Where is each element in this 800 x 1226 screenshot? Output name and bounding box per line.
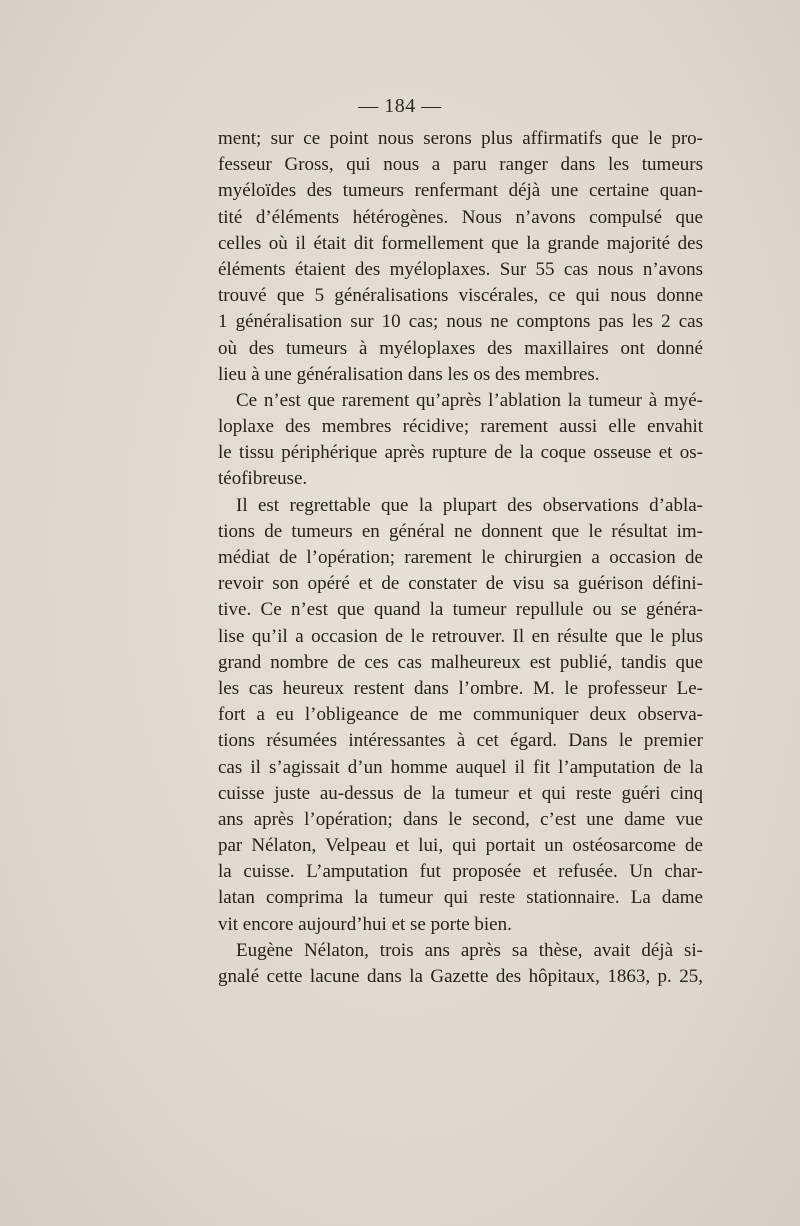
text-line: fort a eu l’obligeance de me communiquer deux observa-: [218, 704, 703, 726]
text-line: tive. Ce n’est que quand la tumeur repullule ou se généra-: [218, 599, 703, 621]
text-line: trouvé que 5 généralisations viscérales, ce qui nous donne: [218, 285, 703, 307]
text-line: celles où il était dit formellement que la grande majorité des: [218, 232, 703, 254]
text-line: Eugène Nélaton, trois ans après sa thèse, avait déjà si-: [236, 939, 703, 961]
text-line: fesseur Gross, qui nous a paru ranger dans les tumeurs: [218, 154, 703, 176]
text-line: la cuisse. L’amputation fut proposée et refusée. Un char-: [218, 861, 703, 883]
text-line: médiat de l’opération; rarement le chirurgien a occasion de: [218, 547, 703, 568]
body-text: [218, 126, 703, 990]
text-line: ans après l’opération; dans le second, c’est une dame vue: [218, 808, 703, 830]
text-line: tions résumées intéressantes à cet égard. Dans le premier: [218, 730, 703, 752]
text-line: loplaxe des membres récidive; rarement aussi elle envahit: [218, 416, 703, 438]
text-line: éléments étaient des myéloplaxes. Sur 55 cas nous n’avons: [218, 258, 703, 280]
text-line: Ce n’est que rarement qu’après l’ablation la tumeur à myé-: [236, 389, 703, 411]
text-line: 1 généralisation sur 10 cas; nous ne comptons pas les 2 cas: [218, 311, 703, 333]
text-line: Il est regrettable que la plupart des observations d’abla-: [236, 494, 703, 516]
text-line: gnalé cette lacune dans la Gazette des hôpitaux, 1863, p. 25,: [218, 966, 703, 987]
text-line: lise qu’il a occasion de le retrouver. Il en résulte que le plus: [218, 625, 703, 647]
text-line: myéloïdes des tumeurs renfermant déjà une certaine quan-: [218, 180, 703, 202]
text-line: où des tumeurs à myéloplaxes des maxillaires ont donné: [218, 337, 703, 359]
text-line: les cas heureux restent dans l’ombre. M. le professeur Le-: [218, 677, 703, 699]
text-line: cas il s’agissait d’un homme auquel il fit l’amputation de la: [218, 756, 703, 778]
text-line: ment; sur ce point nous serons plus affirmatifs que le pro-: [218, 128, 703, 149]
text-line: vit encore aujourd’hui et se porte bien.: [218, 913, 512, 935]
text-line: par Nélaton, Velpeau et lui, qui portait un ostéosarcome de: [218, 835, 703, 857]
text-line: tité d’éléments hétérogènes. Nous n’avons compulsé que: [218, 206, 703, 228]
page-number: — 184 —: [358, 95, 442, 117]
text-line: latan comprima la tumeur qui reste stationnaire. La dame: [218, 887, 703, 909]
text-line: téofibreuse.: [218, 468, 308, 490]
text-line: grand nombre de ces cas malheureux est publié, tandis que: [218, 651, 703, 673]
text-line: revoir son opéré et de constater de visu sa guérison défini-: [218, 573, 703, 595]
text-line: le tissu périphérique après rupture de la coque osseuse et os-: [218, 442, 703, 464]
text-line: cuisse juste au-dessus de la tumeur et qui reste guéri cinq: [218, 782, 703, 804]
text-line: tions de tumeurs en général ne donnent que le résultat im-: [218, 520, 703, 542]
text-line: lieu à une généralisation dans les os des membres.: [218, 363, 600, 385]
